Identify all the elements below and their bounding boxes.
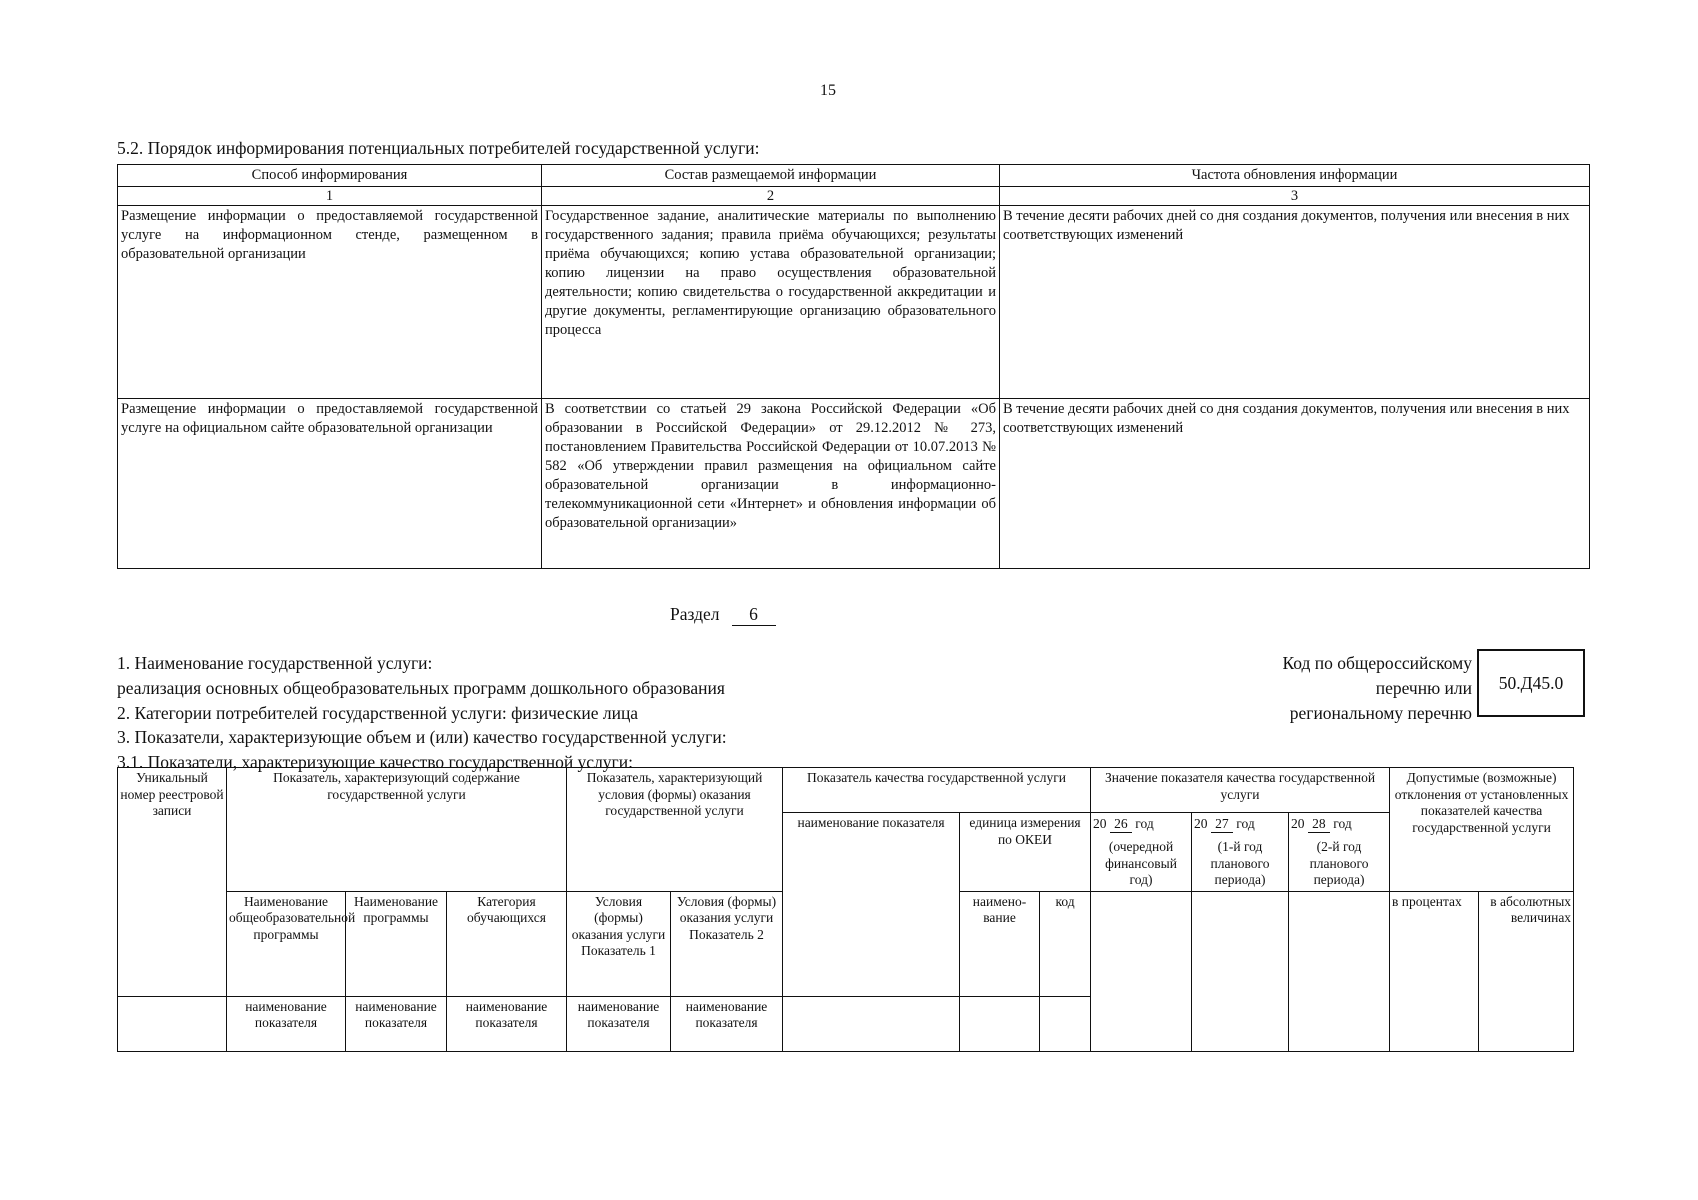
section-label: Раздел (670, 604, 720, 624)
header-conditions-indicator: Показатель, характеризующий условия (формы) оказания государственной услуги (567, 768, 783, 892)
column-header-content: Состав размещаемой информации (542, 165, 1000, 187)
year-prefix: 20 (1093, 816, 1107, 831)
sub-absolute: в абсолютных величинах (1479, 891, 1574, 1051)
content-cell: В соответствии со статьей 29 закона Российской Федерации «Об образовании в Российской Федерации» от 29.12.2012 № 273, постановлением Правительства Российской Федерации от 10.07.2013 № 582 «Об утверждении правил размещения на официальном сайте образовательной организации в информационно-телекоммуникационной сети «Интернет» и обновления информации об образовательной организации» (542, 399, 1000, 569)
code-label-line-2: перечню или (1375, 678, 1472, 698)
table-header-row (118, 165, 1590, 187)
service-name-label: 1. Наименование государственной услуги: (117, 653, 433, 673)
quality-indicators-table (117, 767, 1574, 1052)
service-name-value: реализация основных общеобразовательных программ дошкольного образования (117, 678, 725, 698)
code-label-line-1: Код по общероссийскому (1282, 653, 1472, 673)
quality-indicators-heading: 3.1. Показатели, характеризующие качество государственной услуги: (117, 752, 633, 772)
header-indicator-name: наименование показателя (783, 813, 960, 997)
empty-cell (783, 996, 960, 1051)
method-cell: Размещение информации о предоставляемой государственной услуге на информационном стенде, размещенном в образовательной организации (118, 206, 542, 399)
indicator-name-label: наименование показателя (671, 996, 783, 1051)
year-suffix: год (1333, 816, 1352, 831)
indicator-name-label: наименование показателя (567, 996, 671, 1051)
value-year-3-cell (1289, 891, 1390, 1051)
column-header-method: Способ информирования (118, 165, 542, 187)
header-unit-okei: единица измерения по ОКЕИ (960, 813, 1091, 892)
empty-cell (118, 996, 227, 1051)
column-number-3: 3 (1000, 187, 1590, 206)
indicators-heading: 3. Показатели, характеризующие объем и (или) качество государственной услуги: (117, 727, 727, 747)
content-cell: Государственное задание, аналитические материалы по выполнению государственного задания; правила приёма обучающихся; результаты приёма обучающихся; копию устава образовательной организации; копию лицензии на право осуществления образовательной деятельности; копию свидетельства о государственной аккредитации и другие документы, регламентирующие организацию образовательного процесса (542, 206, 1000, 399)
sub-category: Категория обучающихся (447, 891, 567, 996)
header-content-indicator: Показатель, характеризующий содержание государственной услуги (227, 768, 567, 892)
sub-unit-code: код (1040, 891, 1091, 996)
sub-percent: в процентах (1390, 891, 1479, 1051)
sub-condition-1: Условия (формы) оказания услуги Показатель 1 (567, 891, 671, 996)
year-note: (1-й год планового периода) (1210, 839, 1270, 887)
column-header-frequency: Частота обновления информации (1000, 165, 1590, 187)
year-note: (очередной финансовый год) (1105, 839, 1177, 887)
year-value: 28 (1308, 815, 1330, 833)
service-code-box: 50.Д45.0 (1477, 649, 1585, 717)
page-number: 15 (820, 82, 836, 99)
sub-unit-name: наимено-вание (960, 891, 1040, 996)
empty-cell (960, 996, 1040, 1051)
year-value: 26 (1110, 815, 1132, 833)
year-prefix: 20 (1291, 816, 1305, 831)
indicator-name-label: наименование показателя (447, 996, 567, 1051)
section-title (670, 604, 776, 626)
year-value: 27 (1211, 815, 1233, 833)
column-number-row (118, 187, 1590, 206)
year-suffix: год (1135, 816, 1154, 831)
information-procedure-table (117, 164, 1590, 569)
empty-cell (1040, 996, 1091, 1051)
column-number-2: 2 (542, 187, 1000, 206)
header-unique-number: Уникальный номер реестровой записи (118, 768, 227, 997)
frequency-cell: В течение десяти рабочих дней со дня создания документов, получения или внесения в них соответствующих изменений (1000, 206, 1590, 399)
header-quality-indicator: Показатель качества государственной услуги (783, 768, 1091, 813)
quality-header-row-1 (118, 768, 1574, 813)
info-section-heading: 5.2. Порядок информирования потенциальных потребителей государственной услуги: (117, 138, 760, 158)
table-row (118, 399, 1590, 569)
year-suffix: год (1236, 816, 1255, 831)
indicator-name-label: наименование показателя (227, 996, 346, 1051)
header-year-1 (1091, 813, 1192, 892)
header-allowed-deviation: Допустимые (возможные) отклонения от установленных показателей качества государственной услуги (1390, 768, 1574, 892)
year-note: (2-й год планового периода) (1309, 839, 1369, 887)
code-label-line-3: региональному перечню (1289, 703, 1472, 723)
header-year-2 (1192, 813, 1289, 892)
frequency-cell: В течение десяти рабочих дней со дня создания документов, получения или внесения в них соответствующих изменений (1000, 399, 1590, 569)
header-indicator-value: Значение показателя качества государственной услуги (1091, 768, 1390, 813)
year-prefix: 20 (1194, 816, 1208, 831)
sub-program: Наименование программы (346, 891, 447, 996)
value-year-1-cell (1091, 891, 1192, 1051)
method-cell: Размещение информации о предоставляемой государственной услуге на официальном сайте образовательной организации (118, 399, 542, 569)
sub-condition-2: Условия (формы) оказания услуги Показатель 2 (671, 891, 783, 996)
sub-program-name: Наименование общеобразовательной программы (227, 891, 346, 996)
indicator-name-label: наименование показателя (346, 996, 447, 1051)
column-number-1: 1 (118, 187, 542, 206)
value-year-2-cell (1192, 891, 1289, 1051)
table-row (118, 206, 1590, 399)
header-year-3 (1289, 813, 1390, 892)
consumer-categories: 2. Категории потребителей государственной услуги: физические лица (117, 703, 639, 723)
section-number: 6 (732, 604, 776, 626)
